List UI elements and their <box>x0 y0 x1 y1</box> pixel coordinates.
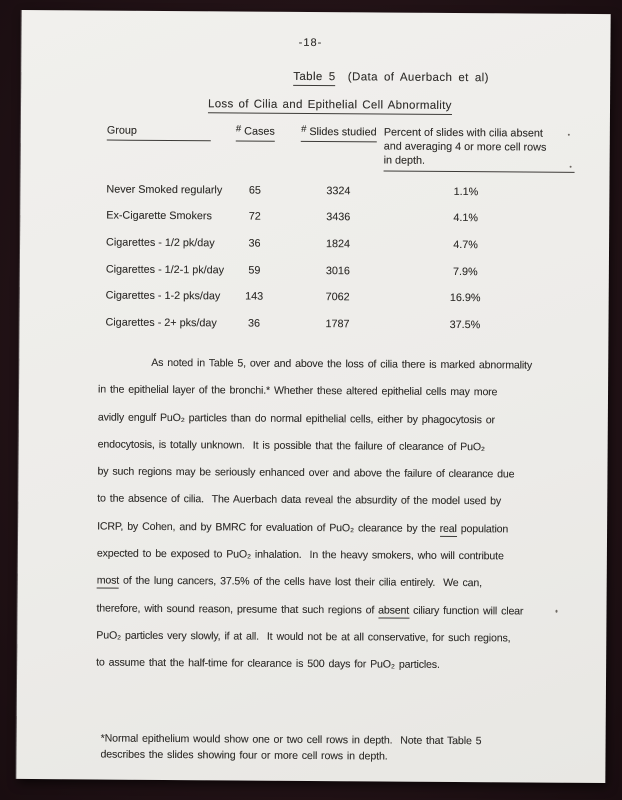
text-segment: ICRP, by Cohen, and by BMRC for evaluation of PuO₂ clearance by the <box>97 520 440 535</box>
cell-group: Cigarettes - 1/2 pk/day <box>106 236 215 250</box>
cell-slides: 1787 <box>325 318 350 331</box>
cell-cases: 36 <box>247 317 261 330</box>
ink-speck <box>555 610 557 613</box>
table-title-number: Table 5 <box>293 71 335 86</box>
paragraph-line <box>97 568 587 599</box>
table-body <box>19 178 609 342</box>
cell-percent: 1.1% <box>453 185 479 198</box>
underlined-word: absent <box>378 604 410 617</box>
paragraph-line <box>97 541 587 572</box>
text-segment: therefore, with sound reason, presume that such regions of <box>96 602 379 617</box>
cell-group: Cigarettes - 1/2-1 pk/day <box>105 263 225 276</box>
table-title <box>293 71 489 84</box>
number-sign-icon: # <box>235 123 242 135</box>
cell-slides: 7062 <box>325 291 350 304</box>
text-segment: PuO₂ particles very slowly, if at all. It would not be at all conservative, for such regions, <box>96 629 511 645</box>
text-segment: population <box>456 522 509 536</box>
column-header-percent-line3: in depth. <box>383 154 426 167</box>
text-segment: in the epithelial layer of the bronchi.* Whether these altered epithelial cells may more <box>97 383 498 399</box>
paragraph-line <box>98 431 588 462</box>
table-row <box>20 258 609 289</box>
underlined-word: real <box>439 522 457 535</box>
cell-cases: 65 <box>248 184 261 197</box>
table-header <box>21 123 610 167</box>
table-row <box>20 205 609 236</box>
cell-slides: 3016 <box>325 264 350 277</box>
paragraph-line <box>97 486 587 517</box>
text-segment: expected to be exposed to PuO₂ inhalation. In the heavy smokers, who will contribute <box>96 547 504 563</box>
cell-cases: 59 <box>248 264 261 277</box>
footnote-line: *Normal epithelium would show one or two cell rows in depth. Note that Table 5 <box>100 732 482 748</box>
cell-slides: 3324 <box>326 184 351 197</box>
column-header-percent-line2: and averaging 4 or more cell rows <box>383 140 547 154</box>
table-subtitle: Loss of Cilia and Epithelial Cell Abnormality <box>208 98 452 115</box>
text-segment: ciliary function will clear <box>409 604 524 618</box>
table-row <box>20 231 609 262</box>
underlined-word: most <box>96 574 120 588</box>
text-segment: of the lung cancers, 37.5% of the cells have lost their cilia entirely. We can, <box>119 575 483 590</box>
cell-percent: 7.9% <box>453 265 478 278</box>
paragraph-line <box>98 377 588 408</box>
column-header-slides-label: Slides studied <box>309 125 377 139</box>
paragraph-line <box>96 622 586 653</box>
paragraph-line <box>96 595 586 626</box>
footnote <box>100 732 585 767</box>
cell-cases: 72 <box>248 210 261 223</box>
column-header-slides <box>290 123 388 143</box>
footnote-line: describes the slides showing four or more cell rows in depth. <box>100 748 388 763</box>
text-segment: to the absence of cilia. The Auerbach data reveal the absurdity of the model used by <box>97 492 502 508</box>
cell-slides: 1824 <box>326 237 351 251</box>
text-segment: by such regions may be seriously enhanced over and above the failure of clearance due <box>97 465 515 481</box>
table-title-source: (Data of Auerbach et al) <box>335 71 489 85</box>
cell-percent: 16.9% <box>449 292 481 305</box>
document-page <box>16 10 610 783</box>
cell-percent: 4.1% <box>453 212 479 225</box>
column-header-cases <box>228 125 283 141</box>
paragraph-line <box>97 459 587 490</box>
table-row <box>20 178 609 209</box>
cell-percent: 37.5% <box>449 318 481 332</box>
cell-group: Ex-Cigarette Smokers <box>106 209 212 223</box>
text-segment: to assume that the half-time for clearance is 500 days for PuO₂ particles. <box>96 656 440 672</box>
cell-group: Cigarettes - 1-2 pks/day <box>105 289 221 303</box>
text-segment: As noted in Table 5, over and above the loss of cilia there is marked abnormality <box>151 356 533 372</box>
ink-speck <box>568 134 570 136</box>
column-header-percent <box>384 126 575 172</box>
cell-cases: 143 <box>245 290 264 303</box>
page-number: -18- <box>298 36 323 50</box>
paragraph-line <box>97 513 587 544</box>
paragraph-line <box>98 349 588 380</box>
cell-group: Never Smoked regularly <box>106 183 223 196</box>
column-header-cases-label: Cases <box>244 125 275 138</box>
text-segment: endocytosis, is totally unknown. It is possible that the failure of clearance of PuO₂ <box>97 438 485 454</box>
cell-slides: 3436 <box>326 211 351 224</box>
cell-group: Cigarettes - 2+ pks/day <box>105 316 217 330</box>
cell-percent: 4.7% <box>453 238 478 252</box>
table-row <box>20 285 609 316</box>
number-sign-icon: # <box>301 123 307 135</box>
column-header-group: Group <box>107 125 211 142</box>
cell-cases: 36 <box>248 237 261 250</box>
paragraph-line <box>98 404 588 435</box>
body-paragraph <box>96 349 588 680</box>
text-segment: avidly engulf PuO₂ particles than do normal epithelial cells, either by phagocytosis or <box>97 411 495 426</box>
table-row <box>19 311 608 342</box>
column-header-percent-line1: Percent of slides with cilia absent <box>383 126 543 140</box>
ink-speck <box>570 166 572 168</box>
paragraph-line <box>96 650 586 681</box>
